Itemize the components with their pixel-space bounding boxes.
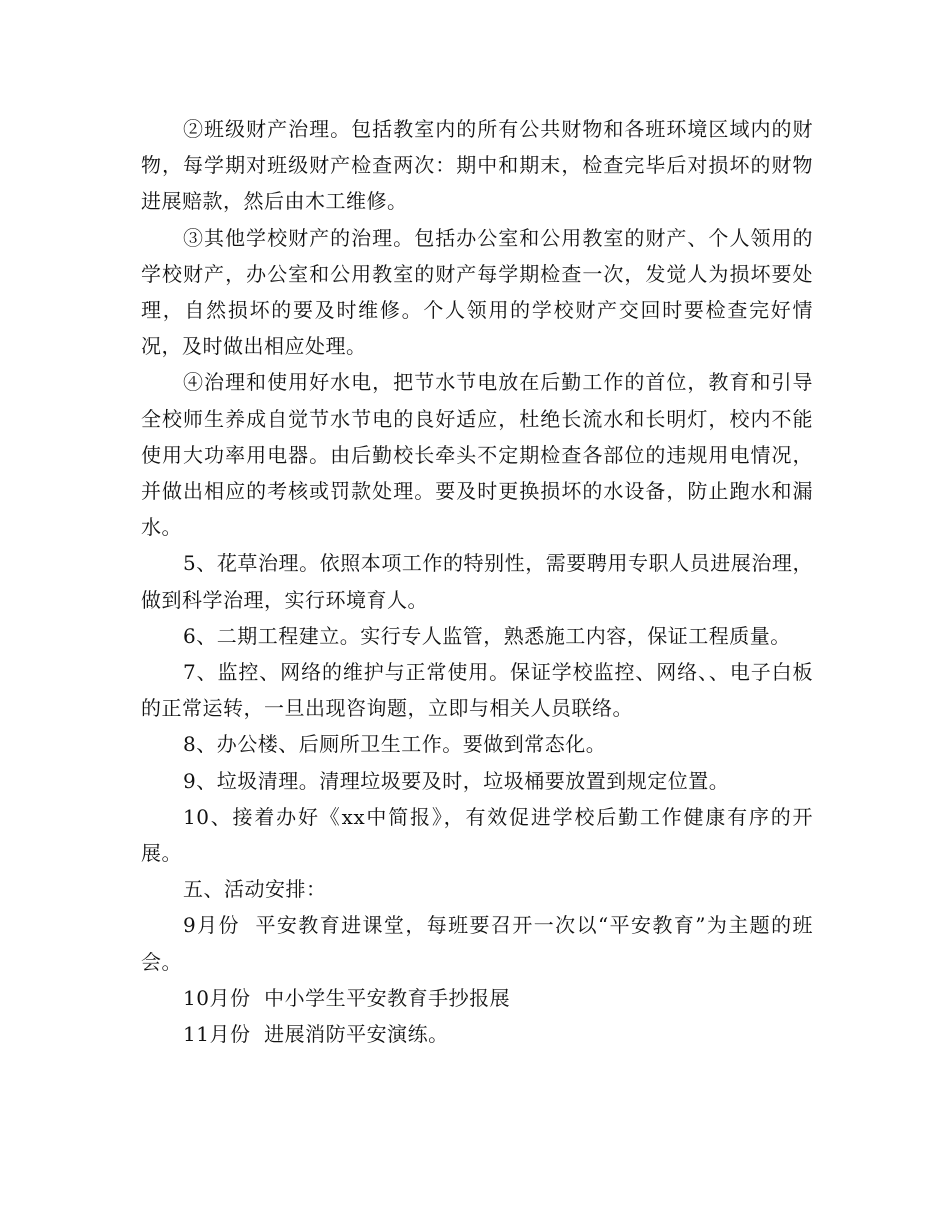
section-heading-activities: 五、活动安排： — [183, 877, 327, 902]
activity-october: 10月份 中小学生平安教育手抄报展 — [183, 985, 511, 1010]
paragraph-water-electricity: ④治理和使用好水电，把节水节电放在后勤工作的首位，教育和引导全校师生养成自觉节水节电的良好适应，杜绝长流水和长明灯，校内不能使用大功率用电器。由后勤校长牵头不定期检查各部位的违规用电情况，并做出相应的考核或罚款处理。要及时更换损坏的水设备，防止跑水和漏水。 — [141, 370, 813, 540]
paragraph-monitoring-network: 7、监控、网络的维护与正常使用。保证学校监控、网络、、电子白板的正常运转，一旦出现咨询题，立即与相关人员联络。 — [141, 660, 813, 721]
paragraph-flowers: 5、花草治理。依照本项工作的特别性，需要聘用专职人员进展治理，做到科学治理，实行环境育人。 — [141, 551, 813, 612]
paragraph-bulletin: 10、接着办好《xx中简报》，有效促进学校后勤工作健康有序的开展。 — [141, 804, 813, 866]
paragraph-garbage: 9、垃圾清理。清理垃圾要及时，垃圾桶要放置到规定位置。 — [183, 768, 730, 793]
paragraph-phase-two: 6、二期工程建立。实行专人监管，熟悉施工内容，保证工程质量。 — [183, 623, 791, 648]
activity-november: 11月份 进展消防平安演练。 — [183, 1022, 449, 1047]
paragraph-hygiene: 8、办公楼、后厕所卫生工作。要做到常态化。 — [183, 732, 607, 757]
paragraph-class-property: ②班级财产治理。包括教室内的所有公共财物和各班环境区域内的财物，每学期对班级财产检查两次：期中和期末，检查完毕后对损坏的财物进展赔款，然后由木工维修。 — [141, 117, 813, 214]
paragraph-other-property: ③其他学校财产的治理。包括办公室和公用教室的财产、个人领用的学校财产，办公室和公用教室的财产每学期检查一次，发觉人为损坏要处理，自然损坏的要及时维修。个人领用的学校财产交回时要检查完好情况，及时做出相应处理。 — [141, 225, 813, 359]
document-body — [141, 111, 813, 1052]
activity-september: 9月份 平安教育进课堂，每班要召开一次以“平安教育”为主题的班会。 — [141, 913, 813, 974]
